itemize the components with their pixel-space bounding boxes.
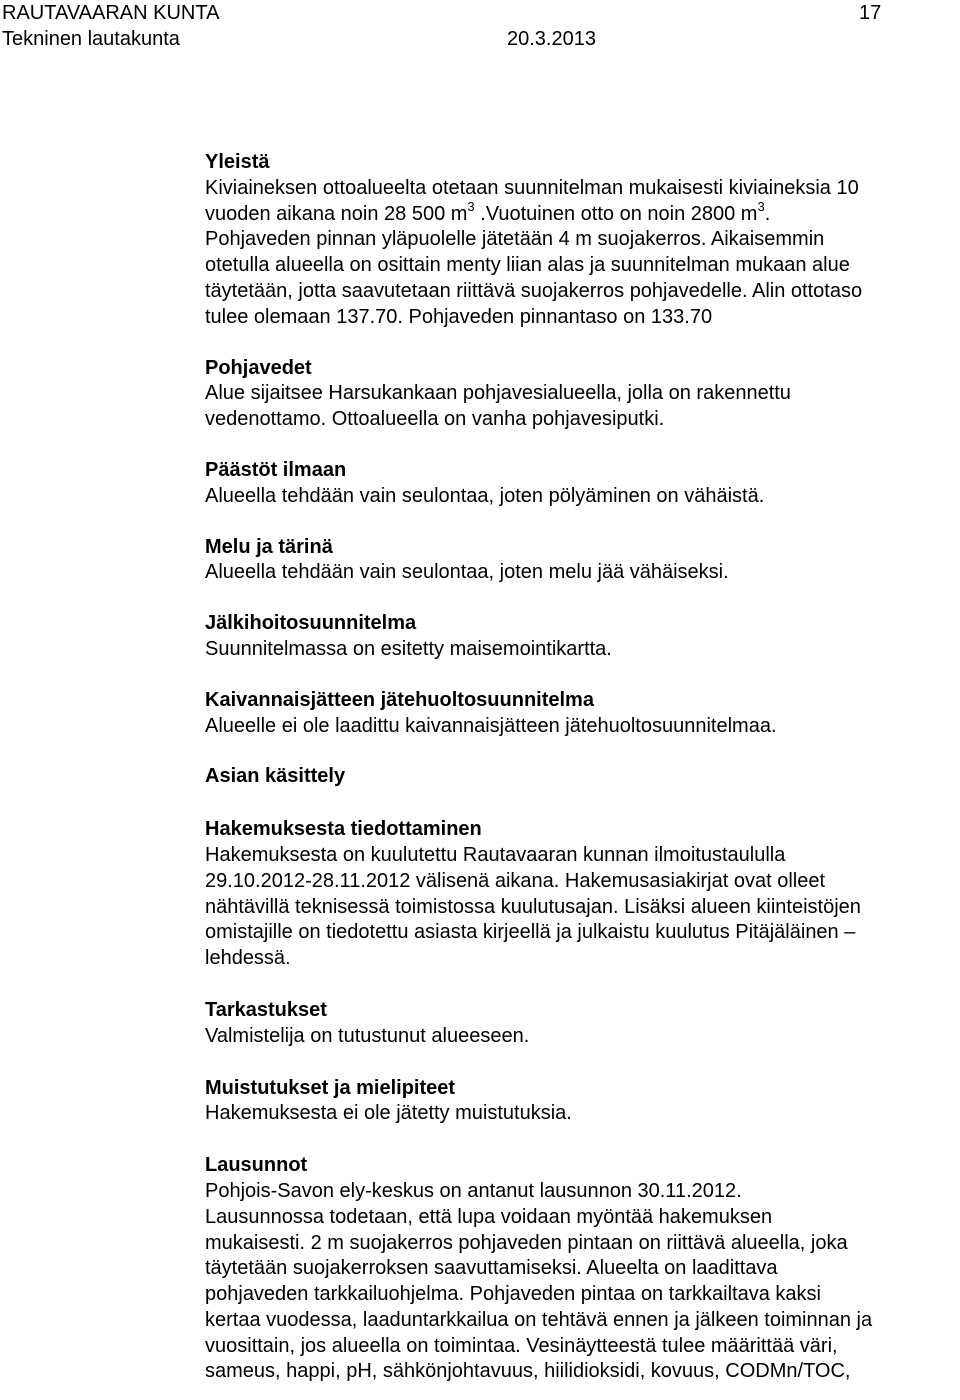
document-body <box>205 150 955 1385</box>
section-heading: Hakemuksesta tiedottaminen <box>205 818 482 841</box>
body-line: täytetään, jotta saavutetaan riittävä suojakerros pohjavedelle. Alin ottotaso <box>205 279 863 302</box>
body-line: lehdessä. <box>205 947 291 970</box>
committee-name: Tekninen lautakunta <box>2 28 180 50</box>
body-line: Pohjois-Savon ely-keskus on antanut lausunnon 30.11.2012. <box>205 1179 742 1202</box>
section-heading: Kaivannaisjätteen jätehuoltosuunnitelma <box>205 688 594 711</box>
superscript: 3 <box>467 198 475 214</box>
text-span: . <box>764 202 771 225</box>
section-heading: Tarkastukset <box>205 998 327 1021</box>
body-line: 29.10.2012-28.11.2012 välisenä aikana. Hakemusasiakirjat ovat olleet <box>205 869 826 892</box>
section-heading: Lausunnot <box>205 1154 308 1177</box>
body-line: Alue sijaitsee Harsukankaan pohjavesialueella, jolla on rakennettu <box>205 382 791 405</box>
body-line: Valmistelija on tutustunut alueeseen. <box>205 1024 530 1047</box>
body-line: pohjaveden tarkkailuohjelma. Pohjaveden pintaa on tarkkailtava kaksi <box>205 1283 821 1306</box>
section-yleista <box>205 150 955 331</box>
body-line: Suunnitelmassa on esitetty maisemointikartta. <box>205 637 612 660</box>
body-line: otetulla alueella on osittain menty liian alas ja suunnitelman mukaan alue <box>205 254 850 277</box>
meeting-date: 20.3.2013 <box>507 28 596 50</box>
section-kaivannais <box>205 688 955 740</box>
section-pohjavedet <box>205 356 955 433</box>
section-heading: Yleistä <box>205 151 270 173</box>
body-line: mukaisesti. 2 m suojakerros pohjaveden pintaan on riittävä alueella, joka <box>205 1231 848 1254</box>
body-line: vuosittain, jos alueella on toimintaa. Vesinäytteestä tulee määrittää väri, <box>205 1334 838 1357</box>
body-line: Alueella tehdään vain seulontaa, joten melu jää vähäiseksi. <box>205 561 729 584</box>
section-heading: Pohjavedet <box>205 356 312 379</box>
body-line: nähtävillä teknisessä toimistossa kuulutusajan. Lisäksi alueen kiinteistöjen <box>205 895 861 918</box>
section-tarkastukset <box>205 998 955 1050</box>
section-jalkihoito <box>205 611 955 663</box>
section-heading: Asian käsittely <box>205 765 346 788</box>
body-line: täytetään suojakerroksen saavuttamiseksi. Alueelta on laadittava <box>205 1257 778 1280</box>
org-name: RAUTAVAARAN KUNTA <box>2 2 220 24</box>
body-line: Hakemuksesta ei ole jätetty muistutuksia. <box>205 1102 572 1125</box>
section-muistutukset <box>205 1076 955 1128</box>
body-line: sameus, happi, pH, sähkönjohtavuus, hiilidioksidi, kovuus, CODMn/TOC, <box>205 1360 851 1383</box>
text-span: .Vuotuinen otto on noin 2800 m <box>474 202 758 225</box>
body-line: Alueelle ei ole laadittu kaivannaisjätteen jätehuoltosuunnitelmaa. <box>205 714 777 737</box>
section-heading: Muistutukset ja mielipiteet <box>205 1076 456 1099</box>
body-line: Alueella tehdään vain seulontaa, joten pölyäminen on vähäistä. <box>205 484 765 507</box>
text-span: vuoden aikana noin 28 500 m <box>205 202 468 225</box>
body-line: kertaa vuodessa, laaduntarkkailua on tehtävä ennen ja jälkeen toiminnan ja <box>205 1308 873 1331</box>
body-line: Kiviaineksen ottoalueelta otetaan suunnitelman mukaisesti kiviaineksia 10 <box>205 176 859 199</box>
body-line: vedenottamo. Ottoalueella on vanha pohjavesiputki. <box>205 408 665 431</box>
section-paastot <box>205 458 955 510</box>
body-line <box>205 198 955 228</box>
body-line: Hakemuksesta on kuulutettu Rautavaaran kunnan ilmoitustaululla <box>205 843 786 866</box>
section-melu <box>205 535 955 587</box>
superscript: 3 <box>757 198 765 214</box>
body-line: tulee olemaan 137.70. Pohjaveden pinnantaso on 133.70 <box>205 305 713 328</box>
section-asian-kasittely <box>205 764 955 790</box>
body-line: omistajille on tiedotettu asiasta kirjeellä ja julkaistu kuulutus Pitäjäläinen – <box>205 921 856 944</box>
section-lausunnot <box>205 1153 955 1385</box>
section-heading: Päästöt ilmaan <box>205 458 347 481</box>
section-tiedottaminen <box>205 817 955 972</box>
page-number: 17 <box>859 2 882 24</box>
section-heading: Jälkihoitosuunnitelma <box>205 612 417 635</box>
body-line: Pohjaveden pinnan yläpuolelle jätetään 4 m suojakerros. Aikaisemmin <box>205 228 825 251</box>
section-heading: Melu ja tärinä <box>205 535 333 558</box>
body-line: Lausunnossa todetaan, että lupa voidaan myöntää hakemuksen <box>205 1205 773 1228</box>
